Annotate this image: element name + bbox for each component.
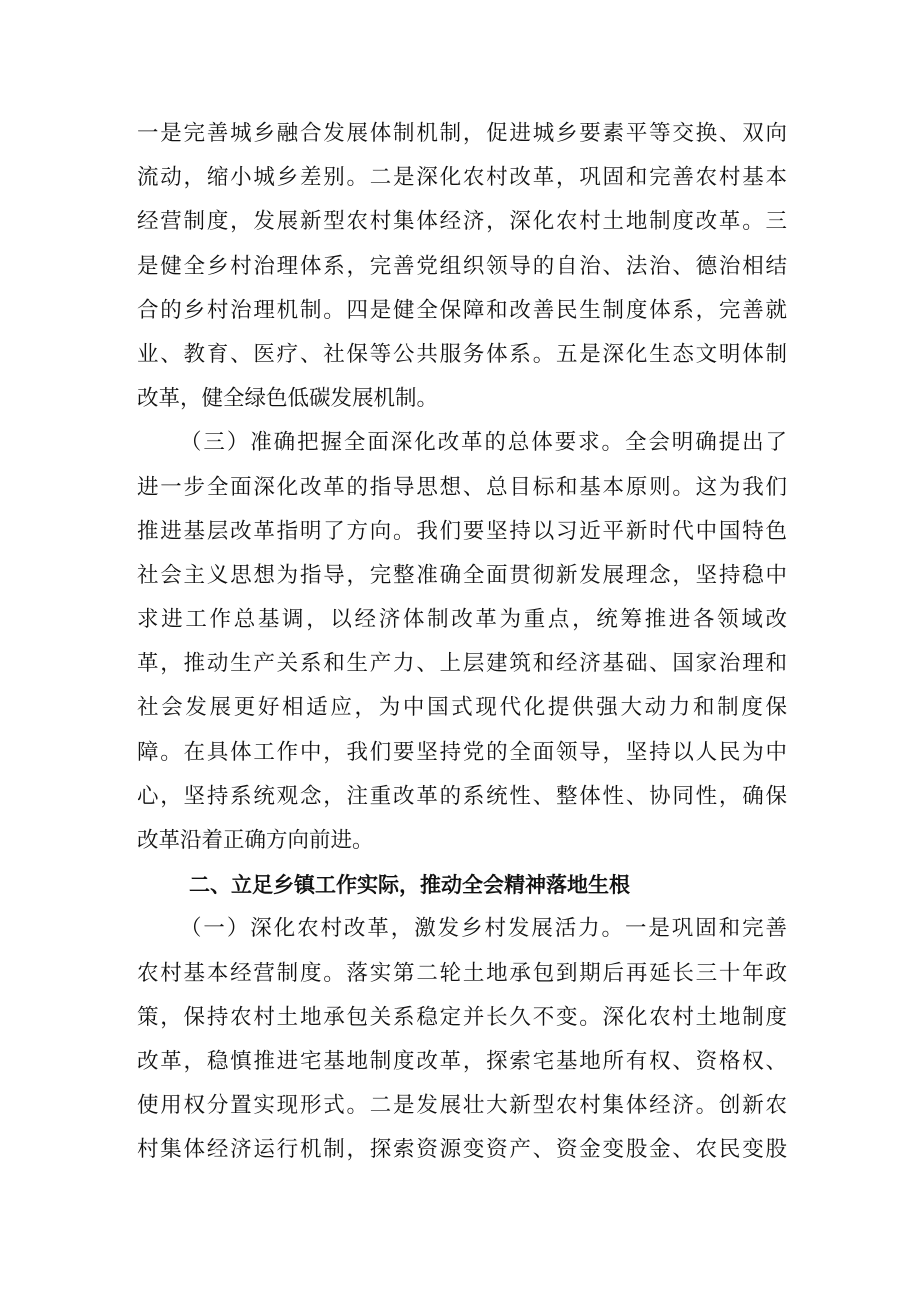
text-line: 革，推动生产关系和生产力、上层建筑和经济基础、国家治理和 <box>137 651 787 677</box>
paragraph-rural-reform <box>137 907 787 1172</box>
text-line: 农村基本经营制度。落实第二轮土地承包到期后再延长三十年政 <box>137 960 787 986</box>
text-line: 改革，健全绿色低碳发展机制。 <box>137 386 439 412</box>
paragraph-overall-requirements <box>137 421 787 863</box>
text-line: 业、教育、医疗、社保等公共服务体系。五是深化生态文明体制 <box>137 341 787 367</box>
text-line: 进一步全面深化改革的指导思想、总目标和基本原则。这为我们 <box>137 474 787 500</box>
text-line: 流动，缩小城乡差别。二是深化农村改革，巩固和完善农村基本 <box>137 165 787 191</box>
section-heading: 二、立足乡镇工作实际，推动全会精神落地生根 <box>189 873 630 898</box>
text-line: 村集体经济运行机制，探索资源变资产、资金变股金、农民变股 <box>137 1137 787 1163</box>
document-page <box>137 112 787 1173</box>
text-line: 改革，稳慎推进宅基地制度改革，探索宅基地所有权、资格权、 <box>137 1048 787 1074</box>
text-line: 是健全乡村治理体系，完善党组织领导的自治、法治、德治相结 <box>137 253 787 279</box>
paragraph-rural-integration <box>137 112 787 421</box>
text-line: 求进工作总基调，以经济体制改革为重点，统筹推进各领域改 <box>137 607 787 633</box>
text-line: 社会发展更好相适应，为中国式现代化提供强大动力和制度保 <box>137 695 787 721</box>
text-line: 策，保持农村土地承包关系稳定并长久不变。深化农村土地制度 <box>137 1004 787 1030</box>
text-line: 心，坚持系统观念，注重改革的系统性、整体性、协同性，确保 <box>137 783 787 809</box>
text-line: 经营制度，发展新型农村集体经济，深化农村土地制度改革。三 <box>137 209 787 235</box>
text-line: 一是完善城乡融合发展体制机制，促进城乡要素平等交换、双向 <box>137 121 787 146</box>
text-line: 合的乡村治理机制。四是健全保障和改善民生制度体系，完善就 <box>137 297 787 323</box>
text-line: 改革沿着正确方向前进。 <box>137 828 374 853</box>
text-line: 使用权分置实现形式。二是发展壮大新型农村集体经济。创新农 <box>137 1093 787 1119</box>
text-line: （三）准确把握全面深化改革的总体要求。全会明确提出了 <box>180 430 787 456</box>
text-line: 推进基层改革指明了方向。我们要坚持以习近平新时代中国特色 <box>137 518 787 544</box>
text-line: 障。在具体工作中，我们要坚持党的全面领导，坚持以人民为中 <box>137 739 787 765</box>
text-line: （一）深化农村改革，激发乡村发展活力。一是巩固和完善 <box>180 916 787 942</box>
text-line: 社会主义思想为指导，完整准确全面贯彻新发展理念，坚持稳中 <box>137 562 787 588</box>
